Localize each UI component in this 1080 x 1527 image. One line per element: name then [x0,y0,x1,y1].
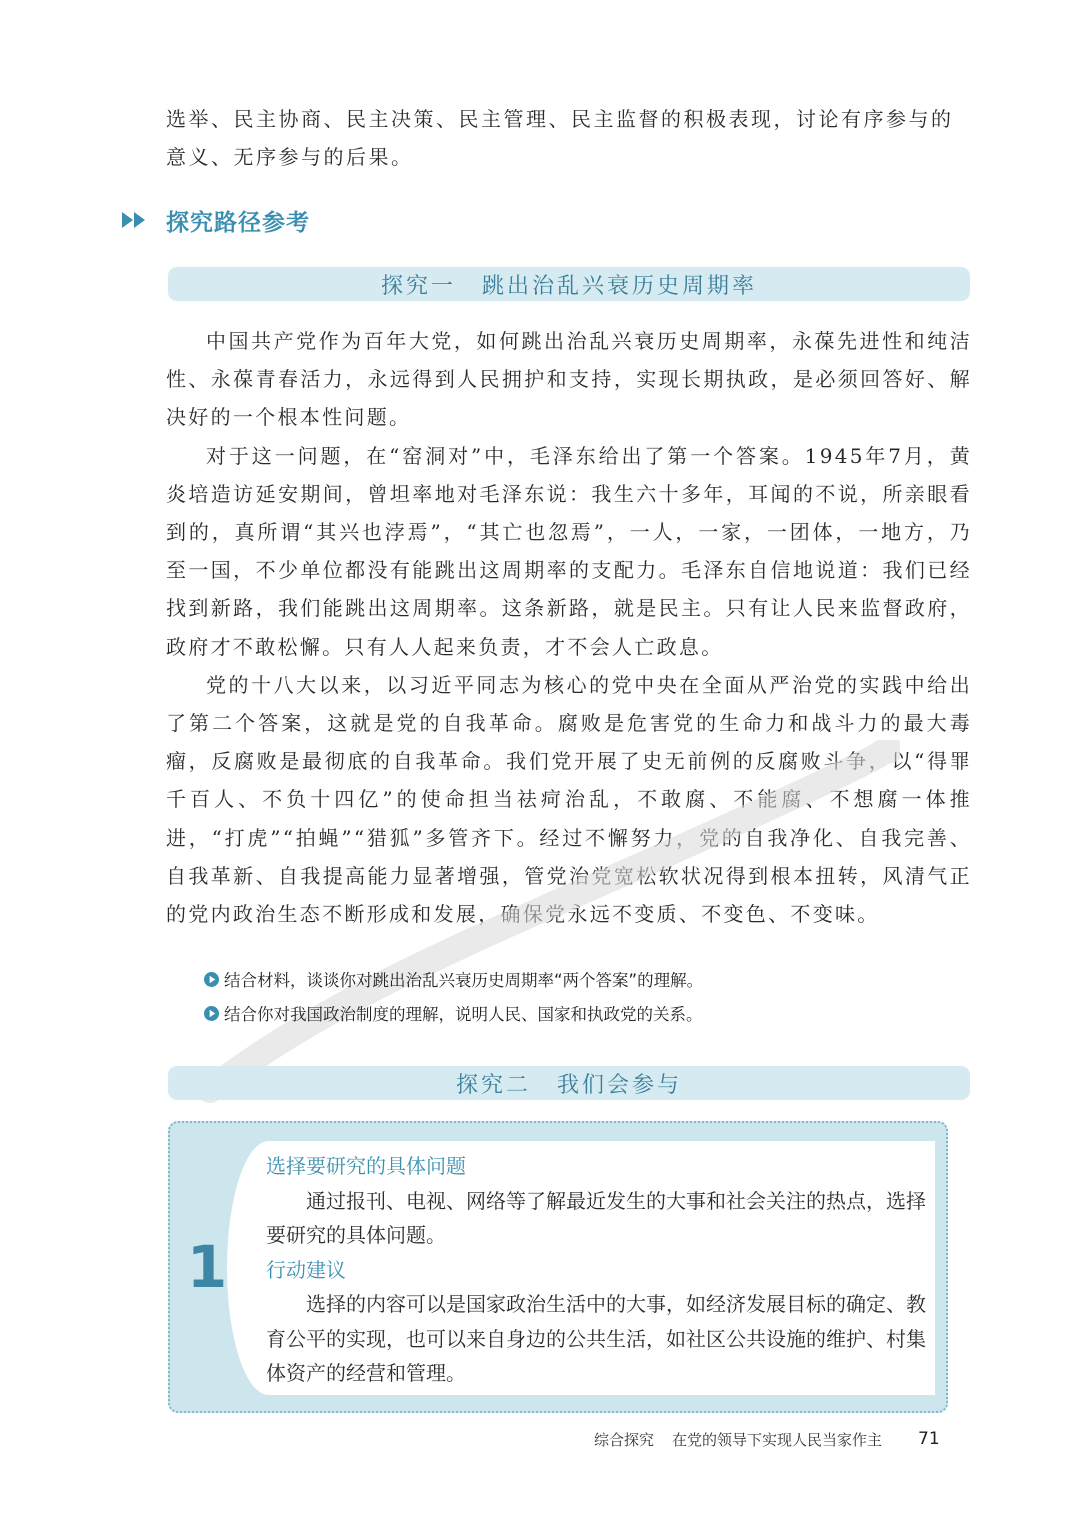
double-arrow-icon [120,210,150,230]
explore-one-label: 探究一 [380,273,456,299]
page-number: 71 [918,1429,940,1449]
step-card [168,1121,948,1413]
step-content [266,1149,926,1391]
explore-one-title: 跳出治乱兴衰历史周期率 [482,273,758,299]
explore-two-banner [168,1066,970,1100]
question-item [204,996,964,1030]
question-item [204,962,964,996]
step-text-suggestion: 选择的内容可以是国家政治生活中的大事，如经济发展目标的确定、教育公平的实现，也可以来自身边的公共生活，如社区公共设施的维护、村集体资产的经营和管理。 [266,1292,926,1385]
intro-paragraph: 选举、民主协商、民主决策、民主管理、民主监督的积极表现，讨论有序参与的意义、无序参与的后果。 [166,107,954,169]
explore-two-label: 探究二 [455,1072,531,1098]
play-bullet-icon [204,972,219,987]
explore-two-title: 我们会参与 [557,1072,683,1098]
material-text [166,322,972,933]
paragraph: 对于这一问题，在“窑洞对”中，毛泽东给出了第一个答案。1945年7月，黄炎培造访延安期间，曾坦率地对毛泽东说：我生六十多年，耳闻的不说，所亲眼看到的，真所谓“其兴也浡焉”，“其亡也忽焉”，一人，一家，一团体，一地方，乃至一国，不少单位都没有能跳出这周期率的支配力。毛泽东自信地说道：我们已经找到新路，我们能跳出这周期率。这条新路，就是民主。只有让人民来监督政府，政府才不敢松懈。只有人人起来负责，才不会人亡政息。 [166,443,972,659]
question-text: 结合你对我国政治制度的理解，说明人民、国家和执政党的关系。 [224,1005,703,1024]
question-list [204,962,964,1030]
page-footer [594,1428,940,1450]
section-title: 探究路径参考 [166,209,310,236]
question-text: 结合材料，谈谈你对跳出治乱兴衰历史周期率“两个答案”的理解。 [224,971,704,990]
step-number: 1 [186,1233,228,1301]
step-heading-topic: 选择要研究的具体问题 [266,1154,466,1178]
section-heading [120,200,310,240]
footer-section: 综合探究 [594,1430,655,1449]
paragraph: 党的十八大以来，以习近平同志为核心的党中央在全面从严治党的实践中给出了第二个答案，这就是党的自我革命。腐败是危害党的生命力和战斗力的最大毒瘤，反腐败是最彻底的自我革命。我们党开展了史无前例的反腐败斗争，以“得罪千百人、不负十四亿”的使命担当祛疴治乱，不敢腐、不能腐、不想腐一体推进，“打虎”“拍蝇”“猎狐”多管齐下。经过不懈努力，党的自我净化、自我完善、自我革新、自我提高能力显著增强，管党治党宽松软状况得到根本扭转，风清气正的党内政治生态不断形成和发展，确保党永远不变质、不变色、不变味。 [166,672,972,927]
footer-title: 在党的领导下实现人民当家作主 [672,1430,883,1449]
paragraph: 中国共产党作为百年大党，如何跳出治乱兴衰历史周期率，永葆先进性和纯洁性、永葆青春活力，永远得到人民拥护和支持，实现长期执政，是必须回答好、解决好的一个根本性问题。 [166,329,972,430]
play-bullet-icon [204,1006,219,1021]
step-text-topic: 通过报刊、电视、网络等了解最近发生的大事和社会关注的热点，选择要研究的具体问题。 [266,1188,926,1247]
step-heading-suggestion: 行动建议 [266,1257,346,1282]
explore-one-banner [168,267,970,301]
